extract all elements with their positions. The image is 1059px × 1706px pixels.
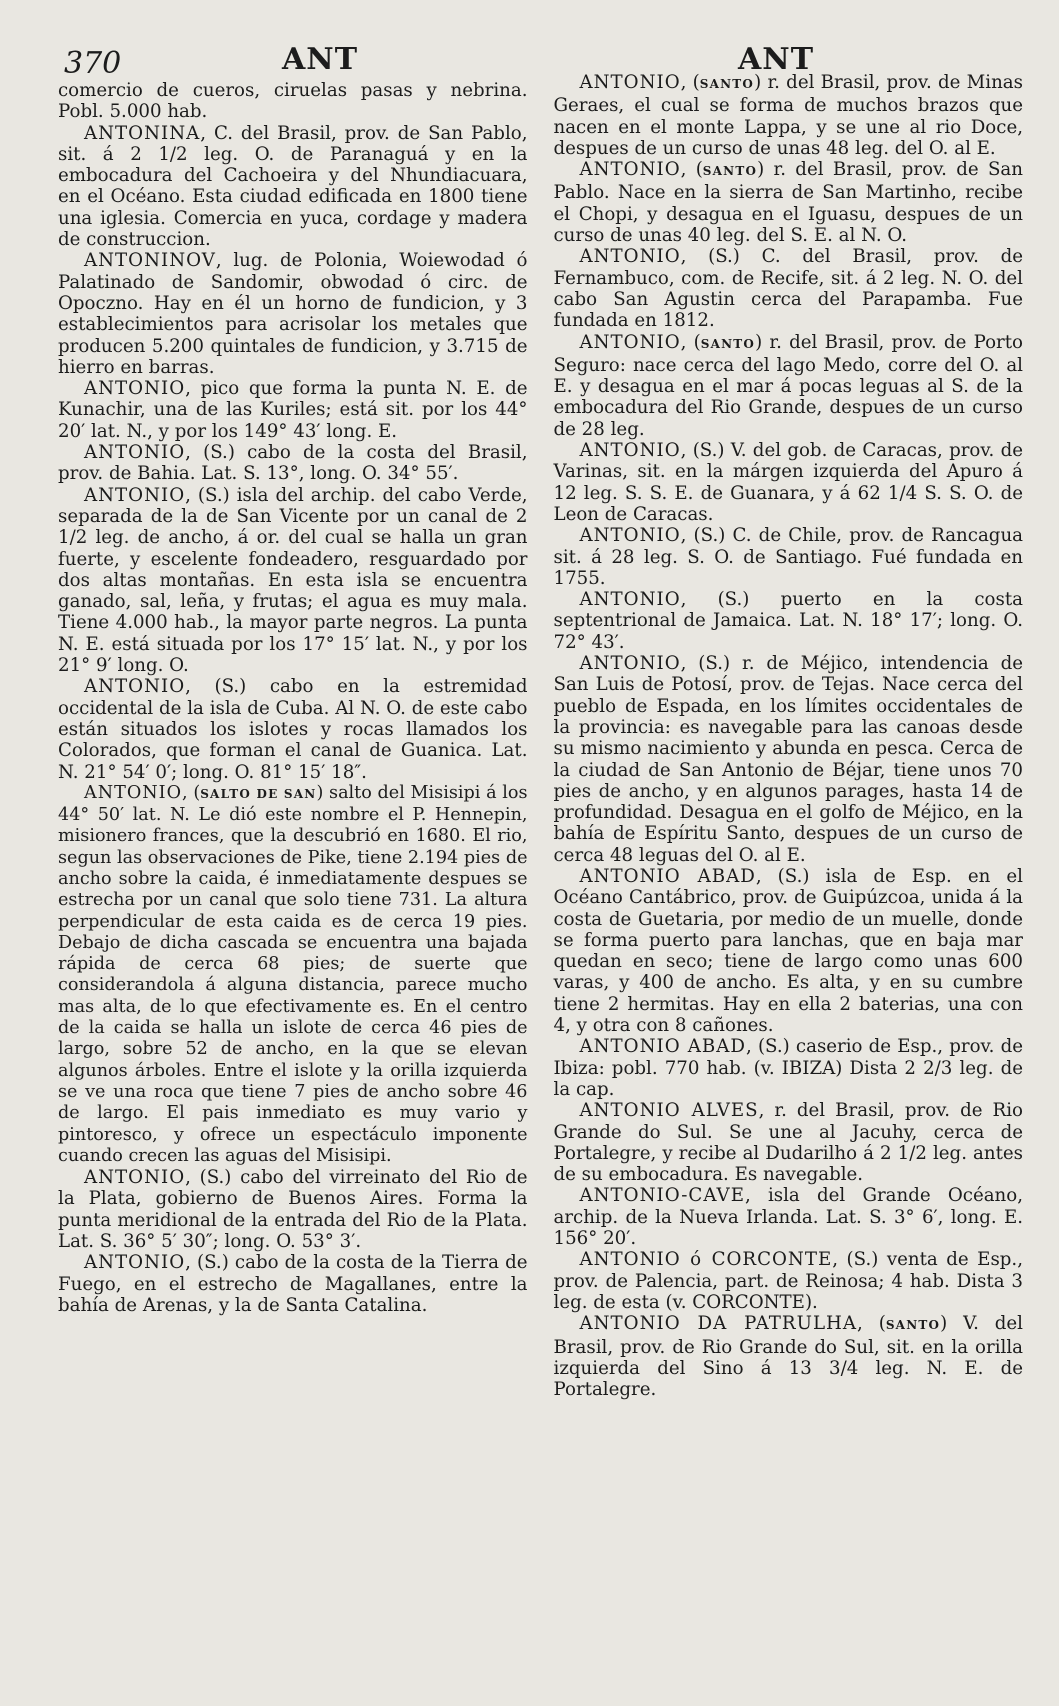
headword: ANTONIO — [84, 378, 186, 400]
entry-text: r. del Brasil, prov. de Porto Seguro: nace cerca del lago Medo, corre del O. al E. y desagua en el mar á pocas leguas al S. de la embocadura del Rio Grande, despues de un curso de 28 leg. — [553, 331, 1023, 440]
headword: ANTONIO — [579, 525, 681, 547]
entry-antonio-san-pablo: ANTONIO, (SANTO) r. del Brasil, prov. de San Pablo. Nace en la sierra de San Martinho, recibe el Chopi, y desagua en el Iguasu, despues de un curso de unas 40 leg. del S. E. al N. O. — [553, 159, 1023, 247]
small-caps-label: SANTO — [702, 164, 758, 179]
entry-text: r. del Brasil, prov. de Minas Geraes, el cual se forma de muchos brazos que nacen en el monte Lappa, y se une al rio Doce, despues de un curso de unas 48 leg. del O. al E. — [553, 72, 1023, 159]
headword: ANTONIO DA PATRULHA — [579, 1313, 858, 1335]
entry-antonio-pico — [58, 378, 528, 442]
headword: ANTONIO — [579, 159, 681, 181]
entry-text: V. del Brasil, prov. de Rio Grande do Sul, sit. en la orilla izquierda del Sino á 13 3/4 leg. N. E. de Portalegre. — [553, 1313, 1023, 1401]
entry-text: , (S.) cabo en la estremidad occidental de la isla de Cuba. Al N. O. de este cabo están situados los islotes y rocas llamados los Colorados, que forman el canal de Guanica. Lat. N. 21° 54′ 0′; long. O. 81° 15′ 18″. — [58, 676, 528, 783]
entry-text: , (S.) isla de Esp. en el Océano Cantábrico, prov. de Guipúzcoa, unida á la costa de Guetaria, por medio de un muelle, donde se forma puerto para lanchas, que en baja mar quedan en seco; tiene de largo como unas 600 varas, y 400 de ancho. Es alta, y en su cumbre tiene 2 hermitas. Hay en ella 2 baterias, una con 4, y otra con 8 cañones. — [553, 865, 1023, 1037]
entry-text: , (S.) cabo de la costa del Brasil, prov. de Bahia. Lat. S. 13°, long. O. 34° 55′. — [58, 442, 528, 485]
entry-antonio-abad-isla — [554, 866, 1024, 1036]
headword: ANTONIO ó CORCONTE — [579, 1249, 833, 1271]
entry-text: , isla del Grande Océano, archip. de la Nueva Irlanda. Lat. S. 3° 6′, long. E. 156° 20′. — [553, 1185, 1023, 1250]
right-running-head: ANT — [738, 42, 815, 77]
page-header — [58, 40, 1023, 80]
headword: ANTONIO — [84, 676, 186, 698]
entry-text: , (S.) C. de Chile, prov. de Rancagua sit. á 28 leg. S. O. de Santiago. Fué fundada en 1755. — [553, 525, 1023, 589]
entry-text: , (S.) puerto en la costa septentrional de Jamaica. Lat. N. 18° 17′; long. O. 72° 43′. — [553, 589, 1023, 653]
entry-text: salto del Misisipi á los 44° 50′ lat. N. Le dió este nombre el P. Hennepin, misionero frances, que la descubrió en 1680. El rio, segun las observaciones de Pike, tiene 2.194 pies de ancho sobre la caida, é inmediatamente despues se estrecha por un canal que solo tiene 731. La altura perpendicular de esta caida es de cerca 19 pies. Debajo de dicha cascada se encuentra una bajada rápida de cerca 68 pies; de suerte que considerandola á alguna distancia, parece mucho mas alta, de lo que efectivamente es. En el centro de la caida se halla un islote de cerca 46 pies de largo, sobre 52 de ancho, en la que se elevan algunos árboles. Entre el islote y la orilla izquierda se ve una roca que tiene 7 pies de ancho sobre 46 de largo. El pais inmediato es muy vario y pintoresco, y ofrece un espectáculo imponente cuando crecen las aguas del Misisipi. — [58, 782, 528, 1166]
headword: ANTONIO — [84, 1167, 186, 1189]
entry-antonio-chile — [554, 525, 1024, 589]
right-column — [554, 72, 1024, 1400]
headword: ANTONIO — [579, 440, 681, 462]
text-columns — [58, 72, 1023, 1401]
small-caps-label: SALTO DE SAN — [200, 786, 317, 801]
entry-antonio-isla-cabo-verde — [58, 485, 528, 677]
entry-antoninov — [58, 250, 528, 378]
page-number: 370 — [64, 46, 122, 81]
entry-antonio-caracas — [554, 440, 1024, 525]
entry-antonio-rio-plata — [58, 1167, 528, 1252]
entry-antonio-cabo-cuba — [58, 676, 528, 782]
entry-antonio-corconte — [554, 1249, 1024, 1313]
entry-text: , (S.) r. de Méjico, intendencia de San Luis de Potosí, prov. de Tejas. Nace cerca del pueblo de Espada, en los límites occidentales de la provincia: es navegable para las canoas desde su mismo nacimiento y abunda en pesca. Cerca de la ciudad de San Antonio de Béjar, tiene unos 70 pies de ancho, y en algunos parages, hasta 14 de profundidad. Desagua en el golfo de Méjico, en la bahía de Espíritu Santo, despues de un curso de cerca 48 leguas del O. al E. — [553, 653, 1023, 866]
entry-text: , (S.) caserio de Esp., prov. de Ibiza: pobl. 770 hab. (v. IBIZA) Dista 2 2/3 leg. de la cap. — [553, 1036, 1023, 1100]
entry-antonio-fernambuco — [554, 246, 1024, 331]
headword: ANTONIO — [579, 331, 681, 353]
small-caps-label: SANTO — [885, 1318, 941, 1333]
entry-text: , C. del Brasil, prov. de San Pablo, sit. á 2 1/2 leg. O. de Paranaguá y en la embocadura del Cachoeira y del Nhundiacuara, en el Océano. Esta ciudad edificada en 1800 tiene una iglesia. Comercia en yuca, cordage y madera de construccion. — [58, 122, 528, 251]
headword: ANTONIO — [579, 246, 681, 268]
left-running-head: ANT — [282, 42, 359, 77]
entry-continuation — [58, 80, 528, 123]
headword: ANTONIO — [84, 782, 183, 803]
entry-antonio-minas-geraes: ANTONIO, (SANTO) r. del Brasil, prov. de Minas Geraes, el cual se forma de muchos brazos que nacen en el monte Lappa, y se une al rio Doce, despues de un curso de unas 48 leg. del O. al E. — [553, 72, 1023, 159]
entry-antonio-porto-seguro: ANTONIO, (SANTO) r. del Brasil, prov. de Porto Seguro: nace cerca del lago Medo, corre del O. al E. y desagua en el mar á pocas leguas al S. de la embocadura del Rio Grande, despues de un curso de 28 leg. — [553, 331, 1023, 440]
headword: ANTONIO — [579, 589, 681, 611]
entry-text: , (S.) venta de Esp., prov. de Palencia, part. de Reinosa; 4 hab. Dista 3 leg. de esta (v. CORCONTE). — [553, 1249, 1023, 1313]
entry-antonio-cave — [554, 1185, 1024, 1249]
headword: ANTONIO — [84, 442, 186, 464]
headword: ANTONIO — [84, 1252, 186, 1274]
headword: ANTONIO ABAD — [579, 1036, 746, 1058]
entry-text: , r. del Brasil, prov. de Rio Grande do Sul. Se une al Jacuhy, cerca de Portalegre, y recibe al Dudarilho á 2 1/2 leg. antes de su embocadura. Es navegable. — [553, 1100, 1023, 1186]
small-caps-label: SANTO — [700, 336, 756, 351]
entry-text: comercio de cueros, ciruelas pasas y nebrina. Pobl. 5.000 hab. — [58, 80, 528, 123]
headword: ANTONIO-CAVE — [579, 1185, 745, 1207]
entry-text: , (S.) isla del archip. del cabo Verde, separada de la de San Vicente por un canal de 2 1/2 leg. de ancho, á or. del cual se halla un gran fuerte, y escelente fondeadero, resguardado por dos altas montañas. En esta isla se encuentra ganado, sal, leña, y frutas; el agua es muy mala. Tiene 4.000 hab., la mayor parte negros. La punta N. E. está situada por los 17° 15′ lat. N., y por los 21° 9′ long. O. — [58, 484, 528, 677]
entry-text: , (S.) C. del Brasil, prov. de Fernambuco, com. de Recife, sit. á 2 leg. N. O. del cabo San Agustin cerca del Parapamba. Fue fundada en 1812. — [553, 246, 1023, 332]
entry-antonio-da-patrulha: ANTONIO DA PATRULHA, (SANTO) V. del Brasil, prov. de Rio Grande do Sul, sit. en la orilla izquierda del Sino á 13 3/4 leg. N. E. de Portalegre. — [553, 1313, 1023, 1401]
entry-antonio-abad-caserio — [554, 1036, 1024, 1100]
entry-antonio-salto: ANTONIO, (SALTO DE SAN) salto del Misisipi á los 44° 50′ lat. N. Le dió este nombre el P. Hennepin, misionero frances, que la descubrió en 1680. El rio, segun las observaciones de Pike, tiene 2.194 pies de ancho sobre la caida, é inmediatamente despues se estrecha por un canal que solo tiene 731. La altura perpendicular de esta caida es de cerca 19 pies. Debajo de dicha cascada se encuentra una bajada rápida de cerca 68 pies; de suerte que considerandola á alguna distancia, parece mucho mas alta, de lo que efectivamente es. En el centro de la caida se halla un islote de cerca 46 pies de largo, sobre 52 de ancho, en la que se elevan algunos árboles. Entre el islote y la orilla izquierda se ve una roca que tiene 7 pies de ancho sobre 46 de largo. El pais inmediato es muy vario y pintoresco, y ofrece un espectáculo imponente cuando crecen las aguas del Misisipi. — [58, 782, 528, 1166]
entry-text: , (S.) cabo del virreinato del Rio de la Plata, gobierno de Buenos Aires. Forma la punta meridional de la entrada del Rio de la Plata. Lat. S. 36° 5′ 30″; long. O. 53° 3′. — [58, 1167, 528, 1253]
entry-antonio-cabo-brasil — [58, 442, 528, 485]
entry-antonio-jamaica — [554, 589, 1024, 653]
entry-text: r. del Brasil, prov. de San Pablo. Nace en la sierra de San Martinho, recibe el Chopi, y desagua en el Iguasu, despues de un curso de unas 40 leg. del S. E. al N. O. — [553, 159, 1023, 247]
entry-antonina — [58, 123, 528, 251]
entry-text: , (S.) cabo de la costa de la Tierra de Fuego, en el estrecho de Magallanes, entre la bahía de Arenas, y la de Santa Catalina. — [58, 1252, 528, 1316]
left-column — [58, 80, 528, 1400]
headword: ANTONINOV — [84, 250, 216, 272]
headword: ANTONIO — [84, 484, 186, 506]
small-caps-label: SANTO — [699, 77, 755, 91]
headword: ANTONINA — [84, 122, 201, 144]
entry-text: , pico que forma la punta N. E. de Kunachir, una de las Kuriles; está sit. por los 44° 20′ lat. N., y por los 149° 43′ long. E. — [58, 378, 528, 442]
headword: ANTONIO ABAD — [579, 865, 756, 887]
entry-antonio-tierra-fuego — [58, 1252, 528, 1316]
headword: ANTONIO — [579, 653, 681, 675]
headword: ANTONIO — [579, 72, 681, 93]
headword: ANTONIO ALVES — [579, 1100, 759, 1122]
entry-text: , lug. de Polonia, Woiewodad ó Palatinado de Sandomir, obwodad ó circ. de Opoczno. Hay en él un horno de fundicion, y 3 establecimientos para acrisolar los metales que producen 5.200 quintales de fundicion, y 3.715 de hierro en barras. — [58, 250, 528, 378]
entry-antonio-mejico — [554, 653, 1024, 866]
entry-antonio-alves — [554, 1100, 1024, 1185]
entry-text: , (S.) V. del gob. de Caracas, prov. de Varinas, sit. en la márgen izquierda del Apuro á 12 leg. S. S. E. de Guanara, y á 62 1/4 S. S. O. de Leon de Caracas. — [553, 440, 1023, 525]
